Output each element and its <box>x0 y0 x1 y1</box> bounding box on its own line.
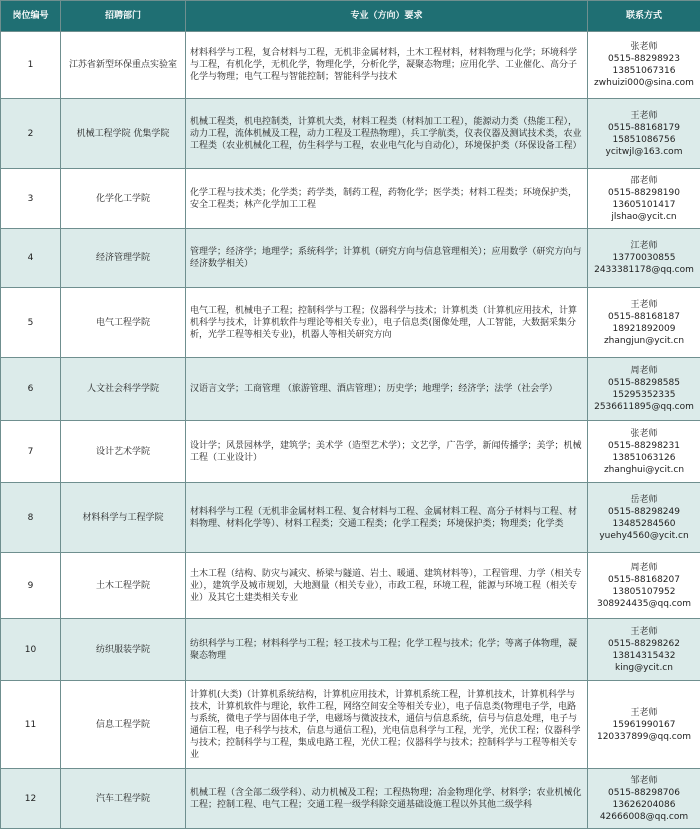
contact-name: 王老师 <box>630 299 658 310</box>
contact-email[interactable]: zwhuizi000@sina.com <box>594 78 694 88</box>
row-id: 7 <box>1 421 61 483</box>
row-department: 土木工程学院 <box>61 553 186 619</box>
contact-name: 邵老师 <box>630 175 658 186</box>
contact-email[interactable]: 308924435@qq.com <box>596 598 692 609</box>
row-contact <box>588 553 700 619</box>
contact-name: 王老师 <box>630 626 658 637</box>
contact-phone: 15961990167 <box>612 719 676 730</box>
contact-name: 张老师 <box>630 428 658 439</box>
contact-phone: 13770030855 <box>612 253 676 263</box>
row-major: 纺织科学与工程；材料科学与工程；轻工技术与工程；化学工程与技术；化学；等离子体物理，凝聚态物理 <box>186 619 588 681</box>
table-row <box>1 619 700 681</box>
contact-email[interactable]: jlshao@ycit.cn <box>611 211 677 222</box>
row-department: 化学化工学院 <box>61 169 186 229</box>
contact-name: 张老师 <box>630 42 658 52</box>
row-id: 6 <box>1 358 61 421</box>
contact-phone: 13851067316 <box>612 66 676 76</box>
row-id: 9 <box>1 553 61 619</box>
contact-email[interactable]: 42666008@qq.com <box>599 811 689 822</box>
table-row <box>1 553 700 619</box>
table-row <box>1 288 700 358</box>
table-header-row <box>1 1 700 32</box>
row-contact <box>588 229 700 288</box>
contact-phone: 18921892009 <box>612 323 676 334</box>
header-id: 岗位编号 <box>1 1 61 32</box>
contact-phone: 0515-88298706 <box>608 787 680 798</box>
contact-phone: 0515-88298190 <box>608 187 680 198</box>
contact-name: 江老师 <box>630 241 658 251</box>
row-major: 机械工程类，机电控制类，计算机大类，材料工程类（材料加工工程），能源动力类（热能工程），动力工程，流体机械及工程，动力工程及工程热物理），兵工学航类，仪表仪器及测试技术类，农业工程类（农业机械化工程，仿生科学与工程，农业电气化与自动化），环境保护类（环保设备工程） <box>186 99 588 169</box>
row-id: 12 <box>1 769 61 829</box>
row-major: 材料科学与工程（无机非金属材料工程、复合材料与工程、金属材料工程、高分子材料与工程、材料物理、材料化学等）、材料工程类；交通工程类；化学工程类；环境保护类；物理类；化学类 <box>186 483 588 553</box>
row-department: 经济管理学院 <box>61 229 186 288</box>
row-id: 2 <box>1 99 61 169</box>
contact-email[interactable]: zhangjun@ycit.cn <box>603 335 685 346</box>
row-contact <box>588 32 700 99</box>
row-contact <box>588 288 700 358</box>
row-department: 纺织服装学院 <box>61 619 186 681</box>
contact-phone: 0515-88168187 <box>608 311 680 322</box>
contact-email[interactable]: 2433381178@qq.com <box>594 265 694 275</box>
row-contact <box>588 169 700 229</box>
contact-phone: 13626204086 <box>612 799 676 810</box>
table-row <box>1 769 700 829</box>
row-id: 8 <box>1 483 61 553</box>
contact-phone: 13851063126 <box>612 452 676 463</box>
contact-email[interactable]: 2536611895@qq.com <box>594 402 694 412</box>
contact-phone: 0515-88298923 <box>608 54 680 64</box>
table-row <box>1 681 700 769</box>
contact-phone: 15851086756 <box>612 134 676 145</box>
table-row <box>1 32 700 99</box>
contact-phone: 15295352335 <box>612 390 676 400</box>
header-contact: 联系方式 <box>588 1 700 32</box>
row-department: 汽车工程学院 <box>61 769 186 829</box>
row-major: 计算机(大类)（计算机系统结构，计算机应用技术，计算机系统工程，计算机技术，计算机科学与技术，计算机软件与理论，软件工程，网络空间安全等相关专业），电子信息类(物理电子学，电路与系统，微电子学与固体电子学，电磁场与微波技术，通信与信息系统，信号与信息处理，电子与通信工程，电子科学与技术，信息与通信工程)，光电信息科学与工程，光学，光伏工程；仪器科学与技术；控制科学与工程，集成电路工程，光伏工程；仪器科学与技术；控制科学与工程等相关专业 <box>186 681 588 769</box>
header-major: 专业（方向）要求 <box>186 1 588 32</box>
row-department: 人文社会科学学院 <box>61 358 186 421</box>
contact-phone: 0515-88298585 <box>608 378 680 388</box>
row-major: 汉语言文学；工商管理 （旅游管理、酒店管理）；历史学；地理学；经济学；法学（社会学） <box>186 358 588 421</box>
contact-email[interactable]: zhanghui@ycit.cn <box>603 464 685 475</box>
contact-name: 王老师 <box>630 707 658 718</box>
contact-name: 周老师 <box>630 366 658 376</box>
row-major: 化学工程与技术类；化学类；药学类，制药工程，药物化学；医学类；材料工程类；环境保护类，安全工程类；林产化学加工工程 <box>186 169 588 229</box>
row-contact <box>588 483 700 553</box>
row-department: 设计艺术学院 <box>61 421 186 483</box>
row-id: 3 <box>1 169 61 229</box>
row-contact <box>588 681 700 769</box>
row-major: 土木工程（结构、防灾与减灾、桥梁与隧道、岩土、暖通、建筑材料等），工程管理、力学（相关专业），建筑学及城市规划，大地测量（相关专业），市政工程，环境工程，能源与环境工程（相关专业）及其它土建类相关专业 <box>186 553 588 619</box>
row-contact <box>588 619 700 681</box>
contact-phone: 13605101417 <box>612 199 676 210</box>
contact-phone: 0515-88298262 <box>608 638 680 649</box>
contact-phone: 0515-88168207 <box>608 574 680 585</box>
contact-name: 周老师 <box>630 562 658 573</box>
contact-phone: 13805107952 <box>612 586 676 597</box>
row-id: 11 <box>1 681 61 769</box>
contact-name: 岳老师 <box>630 494 658 505</box>
contact-phone: 13485284560 <box>612 518 676 529</box>
contact-name: 王老师 <box>630 110 658 121</box>
row-id: 1 <box>1 32 61 99</box>
contact-email[interactable]: yuehy4560@ycit.cn <box>599 530 689 541</box>
row-major: 设计学；风景园林学，建筑学；美术学（造型艺术学）；文艺学，广告学，新闻传播学；美学；机械工程（工业设计） <box>186 421 588 483</box>
row-contact <box>588 769 700 829</box>
row-id: 10 <box>1 619 61 681</box>
row-department: 电气工程学院 <box>61 288 186 358</box>
row-major: 机械工程（含全部二级学科）、动力机械及工程；工程热物理；冶金物理化学、材料学；农业机械化工程；控制工程、电气工程；交通工程一级学科除交通基础设施工程以外其他二级学科 <box>186 769 588 829</box>
table-row <box>1 169 700 229</box>
contact-email[interactable]: ycitwjl@163.com <box>605 146 683 157</box>
row-id: 4 <box>1 229 61 288</box>
table-row <box>1 483 700 553</box>
row-major: 材料科学与工程，复合材料与工程，无机非金属材料，土木工程材料，材料物理与化学；环境科学与工程，有机化学，无机化学，物理化学，分析化学，凝聚态物理；应用化学、工业催化、高分子化学与物理；电气工程与智能控制；智能科学与技术 <box>186 32 588 99</box>
table-row <box>1 229 700 288</box>
header-department: 招聘部门 <box>61 1 186 32</box>
contact-email[interactable]: 120337899@qq.com <box>596 731 692 742</box>
contact-phone: 0515-88298231 <box>608 440 680 451</box>
contact-name: 邹老师 <box>630 775 658 786</box>
row-major: 电气工程，机械电子工程；控制科学与工程；仪器科学与技术；计算机类（计算机应用技术，计算机科学与技术，计算机软件与理论等相关专业），电子信息类(图像处理，人工智能，大数据采集分析，光学工程等相关专业)，机器人等相关研究方向 <box>186 288 588 358</box>
contact-phone: 0515-88298249 <box>608 506 680 517</box>
row-department: 材料科学与工程学院 <box>61 483 186 553</box>
row-contact <box>588 99 700 169</box>
row-contact <box>588 358 700 421</box>
row-department: 江苏省新型环保重点实验室 <box>61 32 186 99</box>
row-major: 管理学；经济学；地理学；系统科学；计算机（研究方向与信息管理相关）；应用数学（研究方向与经济数学相关） <box>186 229 588 288</box>
row-department: 机械工程学院 优集学院 <box>61 99 186 169</box>
contact-phone: 13814315432 <box>612 650 676 661</box>
table-row <box>1 99 700 169</box>
contact-phone: 0515-88168179 <box>608 122 680 133</box>
row-contact <box>588 421 700 483</box>
row-department: 信息工程学院 <box>61 681 186 769</box>
contact-email[interactable]: king@ycit.cn <box>615 662 673 673</box>
table-row <box>1 421 700 483</box>
table-row <box>1 358 700 421</box>
row-id: 5 <box>1 288 61 358</box>
